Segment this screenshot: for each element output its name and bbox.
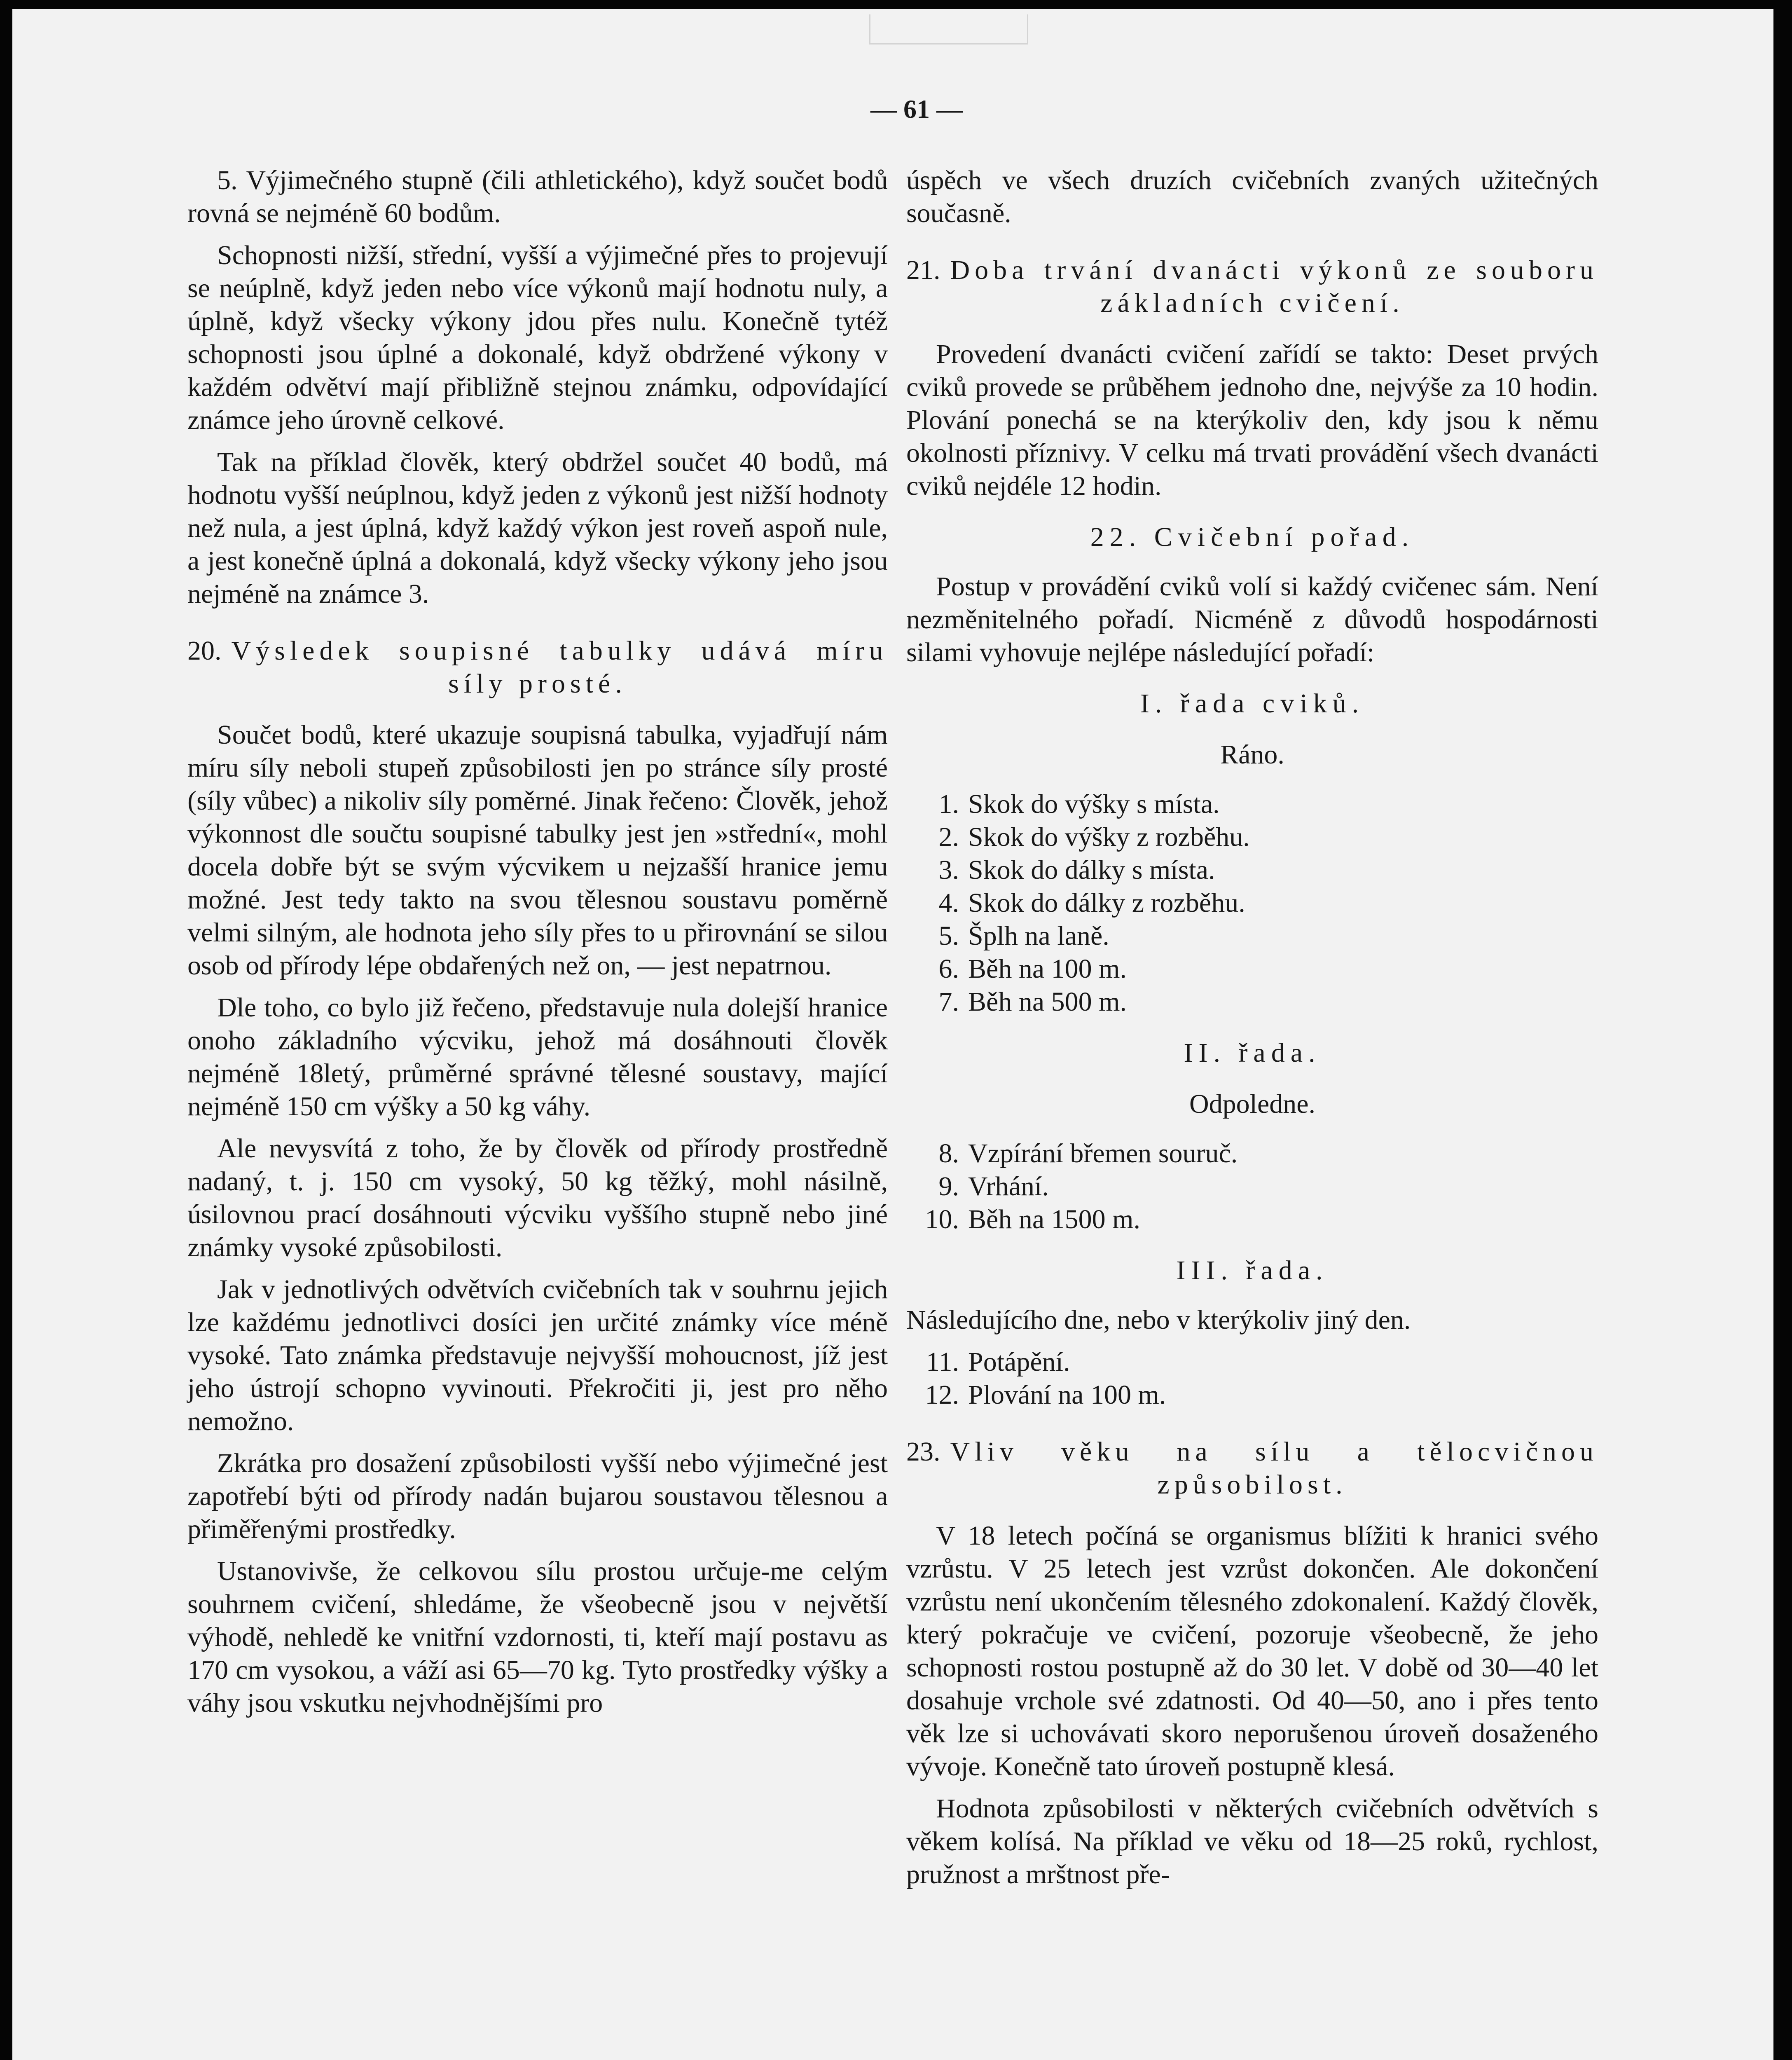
list-item-number: 5. — [938, 921, 959, 951]
list-item — [906, 854, 1598, 887]
list-item-text: Šplh na laně. — [968, 921, 1109, 951]
list-item-number: 9. — [938, 1171, 959, 1201]
right-column — [906, 164, 1598, 1900]
list-item-number: 10. — [925, 1204, 959, 1234]
list-item — [906, 821, 1598, 854]
list-item-text: Skok do výšky z rozběhu. — [968, 822, 1250, 852]
list-item-text: Běh na 500 m. — [968, 987, 1127, 1017]
section-title: Vliv věku na sílu a tělocvičnou způsobilost. — [950, 1437, 1598, 1500]
page-number: — 61 — — [870, 94, 963, 124]
paragraph: Ustanovivše, že celkovou sílu prostou určuje-me celým souhrnem cvičení, shledáme, že všeobecně jsou v největší výhodě, nehledě ke vnitřní vzdornosti, ti, kteří mají postavu as 170 cm vysokou, a váží asi 65—70 kg. Tyto prostředky výšky a váhy jsou vskutku nejvhodnějšími pro — [187, 1556, 888, 1718]
list-item-number: 7. — [938, 987, 959, 1017]
series-title-1: I. řada cviků. — [1140, 688, 1365, 719]
section-number: 20. — [187, 636, 222, 666]
list-item — [906, 1379, 1598, 1412]
series-time-2: Odpoledne. — [1189, 1089, 1316, 1119]
list-item-text: Běh na 1500 m. — [968, 1204, 1140, 1234]
list-item-number: 3. — [938, 855, 959, 885]
list-item-text: Skok do dálky s místa. — [968, 855, 1215, 885]
series-title-2: II. řada. — [1184, 1038, 1321, 1068]
paragraph: Postup v provádění cviků volí si každý cvičenec sám. Není nezměnitelného pořadí. Nicméně z důvodů hospodárnosti silami vyhovuje nejlépe následující pořadí: — [906, 571, 1598, 667]
paragraph: Ale nevysvítá z toho, že by člověk od přírody prostředně nadaný, t. j. 150 cm vysoký, 50 kg těžký, mohl násilně, úsilovnou prací dosáhnouti výcviku vyššího stupně nebo jiné známky vysoké způsobilosti. — [187, 1133, 888, 1262]
section-number: 21. — [906, 255, 940, 285]
paragraph: 5. Výjimečného stupně (čili athletického), když součet bodů rovná se nejméně 60 bodům. — [187, 165, 888, 228]
paragraph: V 18 letech počíná se organismus blížiti k hranici svého vzrůstu. V 25 letech jest vzrůst dokončen. Ale dokončení vzrůstu není ukončením tělesného zdokonalení. Každý člověk, který pokračuje ve cvičení, pozoruje všeobecně, že jeho schopnosti rostou postupně až do 30 let. V době od 30—40 let dosahuje vrchole své zdatnosti. Od 40—50, ano i přes tento věk lze si uchovávati skoro neporušenou úroveň dosaženého vývoje. Konečně tato úroveň postupně klesá. — [906, 1521, 1598, 1781]
exercise-list-1 — [906, 788, 1598, 1018]
section-title: Doba trvání dvanácti výkonů ze souboru základních cvičení. — [950, 255, 1598, 318]
series-time-3: Následujícího dne, nebo v kterýkoliv jiný den. — [906, 1305, 1411, 1335]
section-heading-22: 22. Cvičební pořad. — [1090, 522, 1415, 552]
scan-border-left — [0, 0, 12, 2060]
list-item — [906, 986, 1598, 1018]
exercise-list-2 — [906, 1137, 1598, 1236]
list-item-text: Skok do dálky z rozběhu. — [968, 888, 1245, 918]
list-item — [906, 1137, 1598, 1170]
list-item — [906, 920, 1598, 953]
list-item-number: 2. — [938, 822, 959, 852]
section-number: 23. — [906, 1437, 940, 1467]
scan-border-right — [1773, 0, 1792, 2060]
section-heading-21 — [906, 254, 1598, 320]
paragraph: Tak na příklad člověk, který obdržel součet 40 bodů, má hodnotu vyšší neúplnou, když jeden z výkonů jest nižší hodnoty než nula, a jest úplná, když každý výkon jest roveň aspoň nule, a jest konečně úplná a dokonalá, když všecky výkony jeho jsou nejméně na známce 3. — [187, 447, 888, 609]
list-item-text: Běh na 100 m. — [968, 954, 1127, 984]
list-item-text: Skok do výšky s místa. — [968, 789, 1220, 819]
section-heading-23 — [906, 1435, 1598, 1501]
list-item-text: Plování na 100 m. — [968, 1380, 1166, 1410]
list-item-number: 11. — [926, 1347, 959, 1377]
paragraph: úspěch ve všech druzích cvičebních zvaných užitečných současně. — [906, 165, 1598, 228]
list-item — [906, 887, 1598, 920]
section-heading-20 — [187, 634, 888, 700]
list-item-text: Vzpírání břemen souruč. — [968, 1138, 1238, 1168]
list-item — [906, 1170, 1598, 1203]
series-time-1: Ráno. — [1220, 740, 1284, 770]
paragraph: Součet bodů, které ukazuje soupisná tabulka, vyjadřují nám míru síly neboli stupeň způsobilosti jen po stránce síly prosté (síly vůbec) a nikoliv síly poměrné. Jinak řečeno: Člověk, jehož výkonnost dle součtu soupisné tabulky jest jen »střední«, mohl docela dobře být se svým výcvikem u nejzašší hranice jemu možné. Jest tedy takto na svou tělesnou soustavu poměrně velmi silným, ale hodnota jeho síly přes to u přirovnání se silou osob od přírody lépe obdařených než on, — jest nepatrnou. — [187, 720, 888, 981]
list-item-number: 6. — [938, 954, 959, 984]
exercise-list-3 — [906, 1346, 1598, 1412]
list-item-number: 8. — [938, 1138, 959, 1168]
faint-stamp-mark — [869, 14, 1028, 44]
list-item — [906, 1203, 1598, 1236]
section-title: Výsledek soupisné tabulky udává míru síly prosté. — [231, 636, 888, 699]
list-item-number: 1. — [938, 789, 959, 819]
paragraph: Hodnota způsobilosti v některých cvičebních odvětvích s věkem kolísá. Na příklad ve věku od 18—25 roků, rychlost, pružnost a mrštnost pře- — [906, 1793, 1598, 1889]
list-item-text: Vrhání. — [968, 1171, 1049, 1201]
paragraph: Schopnosti nižší, střední, vyšší a výjimečné přes to projevují se neúplně, když jeden nebo více výkonů mají hodnotu nuly, a úplně, když všecky výkony jdou přes nulu. Konečně tytéž schopnosti jsou úplné a dokonalé, když obdržené výkony v každém odvětví mají přibližně stejnou známku, odpovídající známce jeho úrovně celkové. — [187, 240, 888, 435]
paragraph: Provedení dvanácti cvičení zařídí se takto: Deset prvých cviků provede se průběhem jednoho dne, nejvýše za 10 hodin. Plování ponechá se na kterýkoliv den, kdy jsou k němu okolnosti příznivy. V celku má trvati provádění všech dvanácti cviků nejdéle 12 hodin. — [906, 339, 1598, 501]
list-item — [906, 953, 1598, 986]
paragraph: Zkrátka pro dosažení způsobilosti vyšší nebo výjimečné jest zapotřebí býti od přírody nadán bujarou soustavou tělesnou a přiměřenými prostředky. — [187, 1448, 888, 1544]
list-item-number: 4. — [938, 888, 959, 918]
scan-border-top — [0, 0, 1792, 9]
paragraph: Dle toho, co bylo již řečeno, představuje nula dolejší hranice onoho základního výcviku, jehož má dosáhnouti člověk nejméně 18letý, průměrné správné tělesné soustavy, mající nejméně 150 cm výšky a 50 kg váhy. — [187, 993, 888, 1121]
list-item-text: Potápění. — [968, 1347, 1070, 1377]
left-column — [187, 164, 888, 1729]
series-title-3: III. řada. — [1176, 1255, 1329, 1285]
paragraph: Jak v jednotlivých odvětvích cvičebních tak v souhrnu jejich lze každému jednotlivci dosíci jen určité známky více méně vysoké. Tato známka představuje nejvyšší mohoucnost, jíž jest jeho ústrojí schopno vyvinouti. Překročiti ji, jest pro něho nemožno. — [187, 1274, 888, 1436]
list-item — [906, 788, 1598, 821]
list-item-number: 12. — [925, 1380, 959, 1410]
list-item — [906, 1346, 1598, 1379]
